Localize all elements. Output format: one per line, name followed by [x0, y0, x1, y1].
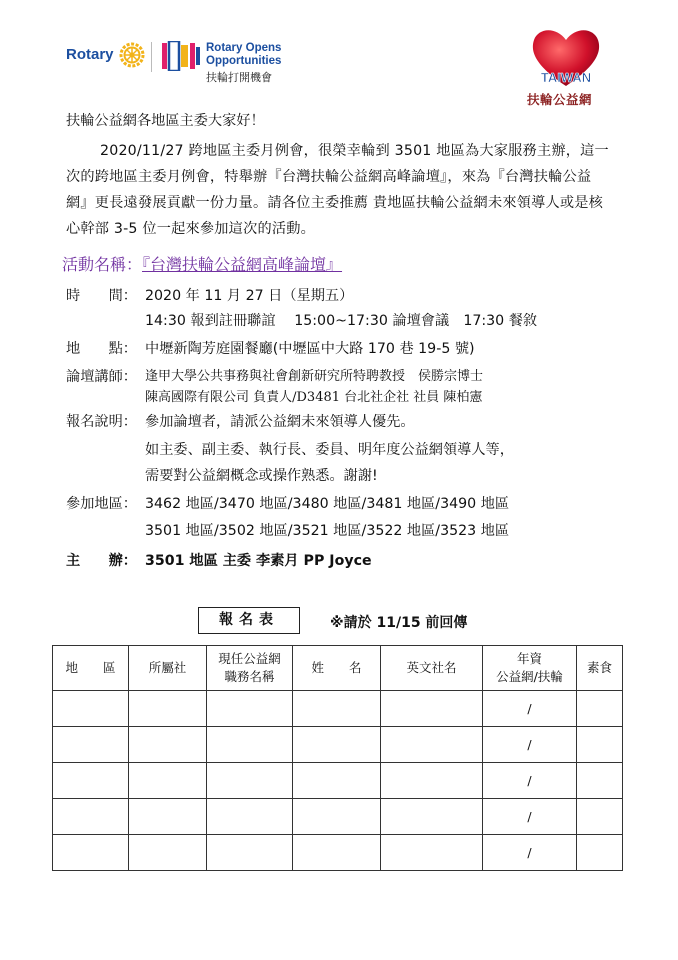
event-name-value: 『台灣扶輪公益網高峰論壇』 — [142, 255, 343, 274]
cell-seniority[interactable]: / — [483, 691, 577, 727]
cell-english-club[interactable] — [381, 799, 483, 835]
table-header-row — [53, 646, 623, 691]
signup-label: 報名說明： — [66, 414, 137, 430]
cell-english-club[interactable] — [381, 727, 483, 763]
cell-english-club[interactable] — [381, 691, 483, 727]
signup-line3: 需要對公益網概念或操作熟悉。謝謝! — [145, 468, 378, 484]
event-name — [62, 255, 342, 275]
form-title: 報名表 — [198, 607, 300, 634]
cell-district[interactable] — [53, 727, 129, 763]
place-label: 地 點： — [66, 341, 137, 357]
taiwan-logo-text: TAIWAN — [540, 70, 592, 85]
table-row — [53, 727, 623, 763]
table-row — [53, 691, 623, 727]
col-header-seniority: 年資 公益網/扶輪 — [483, 646, 577, 691]
cell-club[interactable] — [129, 799, 207, 835]
greeting: 扶輪公益網各地區主委大家好！ — [66, 113, 265, 129]
place-value: 中壢新陶芳庭園餐廳(中壢區中大路 170 巷 19-5 號) — [145, 341, 475, 357]
cell-district[interactable] — [53, 799, 129, 835]
cell-seniority[interactable]: / — [483, 727, 577, 763]
cell-name[interactable] — [293, 799, 381, 835]
districts-line2: 3501 地區/3502 地區/3521 地區/3522 地區/3523 地區 — [145, 523, 510, 539]
time-line2: 14:30 報到註冊聯誼 15:00~17:30 論壇會議 17:30 餐敘 — [145, 313, 538, 329]
speaker-line2: 陳高國際有限公司 負責人/D3481 台北社企社 社員 陳柏憲 — [145, 390, 483, 405]
cell-name[interactable] — [293, 835, 381, 871]
cell-club[interactable] — [129, 727, 207, 763]
host-value: 3501 地區 主委 李素月 PP Joyce — [145, 553, 372, 569]
cell-seniority[interactable]: / — [483, 763, 577, 799]
cell-vegetarian[interactable] — [577, 691, 623, 727]
cell-name[interactable] — [293, 691, 381, 727]
col-header-district: 地 區 — [53, 646, 129, 691]
taiwan-heart-logo-icon — [528, 24, 604, 90]
col-header-vegetarian: 素食 — [577, 646, 623, 691]
intro-paragraph: 2020/11/27 跨地區主委月例會，很榮幸輪到 3501 地區為大家服務主辦，這一次的跨地區主委月例會，特舉辦『台灣扶輪公益網高峰論壇』，來為『台灣扶輪公益網』更長遠發展貢獻一份力量。請各位主委推薦 貴地區扶輪公益網未來領導人或是核心幹部 3-5 位一起來參加這次的活動。 — [66, 143, 609, 237]
cell-english-club[interactable] — [381, 763, 483, 799]
event-name-label: 活動名稱： — [62, 255, 143, 274]
registration-table — [52, 645, 623, 871]
cell-vegetarian[interactable] — [577, 727, 623, 763]
cell-position[interactable] — [207, 691, 293, 727]
cell-seniority[interactable]: / — [483, 799, 577, 835]
col-header-position: 現任公益網 職務名稱 — [207, 646, 293, 691]
time-label: 時 間： — [66, 288, 137, 304]
speaker-line1: 逢甲大學公共事務與社會創新研究所特聘教授 侯勝宗博士 — [145, 369, 484, 384]
col-header-english-club: 英文社名 — [381, 646, 483, 691]
districts-line1: 3462 地區/3470 地區/3480 地區/3481 地區/3490 地區 — [145, 496, 510, 512]
cell-name[interactable] — [293, 727, 381, 763]
districts-label: 參加地區： — [66, 496, 137, 512]
rotary-opens-mark-icon — [162, 41, 200, 71]
form-note: ※請於 11/15 前回傳 — [330, 615, 468, 631]
cell-club[interactable] — [129, 835, 207, 871]
table-row — [53, 763, 623, 799]
opens-line1: Rotary Opens — [206, 42, 282, 54]
taiwan-logo-sub: 扶輪公益網 — [527, 92, 593, 107]
logo-divider — [151, 42, 152, 72]
cell-english-club[interactable] — [381, 835, 483, 871]
cell-vegetarian[interactable] — [577, 763, 623, 799]
cell-district[interactable] — [53, 691, 129, 727]
cell-position[interactable] — [207, 799, 293, 835]
host-label: 主 辦： — [66, 553, 137, 569]
rotary-opens-title — [206, 42, 281, 68]
cell-position[interactable] — [207, 727, 293, 763]
cell-district[interactable] — [53, 763, 129, 799]
table-row — [53, 835, 623, 871]
col-header-name: 姓 名 — [293, 646, 381, 691]
speaker-label: 論壇講師： — [66, 369, 137, 385]
opens-line2: Opportunities — [206, 55, 282, 67]
rotary-wheel-icon — [119, 42, 145, 68]
cell-club[interactable] — [129, 691, 207, 727]
rotary-brand-text: Rotary — [66, 46, 114, 63]
cell-seniority[interactable]: / — [483, 835, 577, 871]
signup-line2: 如主委、副主委、執行長、委員、明年度公益網領導人等， — [145, 442, 514, 458]
cell-position[interactable] — [207, 835, 293, 871]
table-row — [53, 799, 623, 835]
cell-vegetarian[interactable] — [577, 835, 623, 871]
time-line1: 2020 年 11 月 27 日（星期五） — [145, 288, 354, 304]
cell-vegetarian[interactable] — [577, 799, 623, 835]
cell-club[interactable] — [129, 763, 207, 799]
cell-district[interactable] — [53, 835, 129, 871]
col-header-club: 所屬社 — [129, 646, 207, 691]
opens-chinese: 扶輪打開機會 — [206, 71, 272, 84]
signup-line1: 參加論壇者，請派公益網未來領導人優先。 — [145, 414, 415, 430]
cell-name[interactable] — [293, 763, 381, 799]
cell-position[interactable] — [207, 763, 293, 799]
